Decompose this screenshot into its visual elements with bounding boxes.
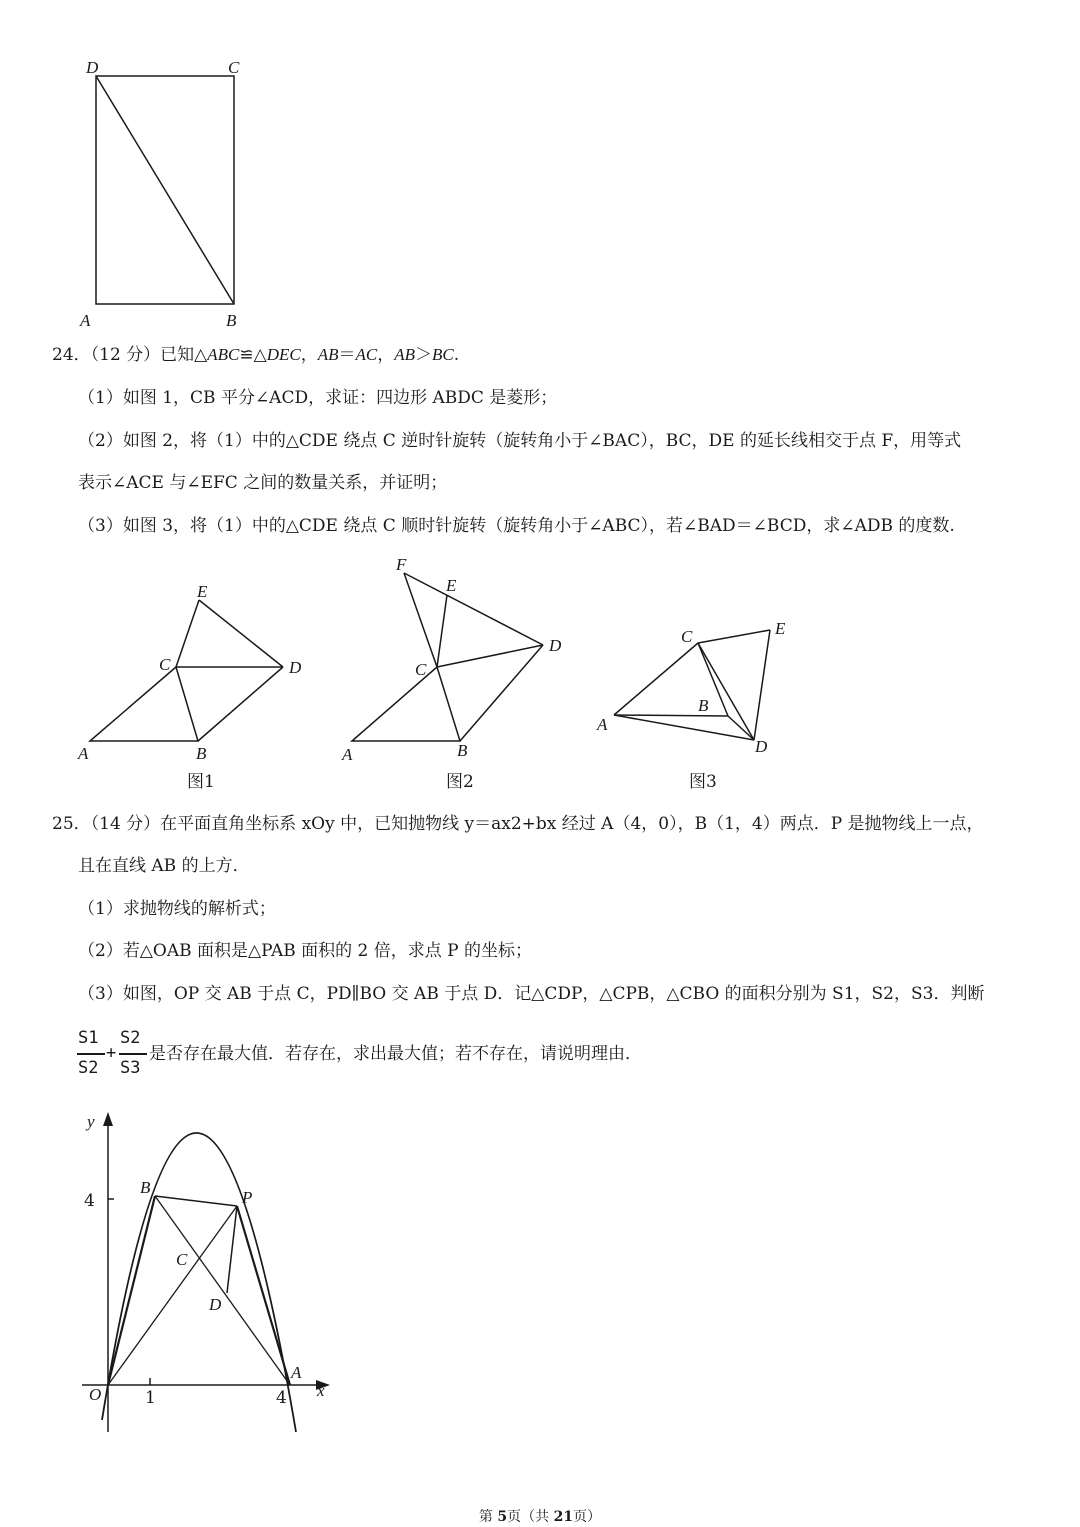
q25-stem-line1: 25．（14 分）在平面直角坐标系 xOy 中，已知抛物线 y＝ax2+bx 经过 A（4，0），B（1，4）两点．P 是抛物线上一点， [52, 814, 984, 834]
fig2-label-A: A [342, 745, 353, 764]
q24-stem-ac: AC [355, 345, 378, 364]
footer-post: 页） [573, 1509, 602, 1525]
fig3-segment-cd [698, 643, 754, 740]
q24-stem-end: . [453, 345, 460, 365]
frac2-bar [119, 1053, 147, 1055]
frac2-numerator: S2 [120, 1028, 141, 1048]
q24-stem-gt: ＞ [414, 345, 432, 365]
footer-page-number: 5 [497, 1509, 508, 1525]
q24-stem-sep2: ， [377, 345, 395, 365]
frac1-numerator: S1 [78, 1028, 99, 1048]
fig1-segment-ce [176, 600, 199, 667]
q24-part3: （3）如图 3，将（1）中的△CDE 绕点 C 顺时针旋转（旋转角小于∠ABC），若∠BAD＝∠BCD，求∠ADB 的度数. [78, 516, 955, 536]
label-D: D [86, 58, 99, 77]
fig3-diagram [614, 630, 770, 740]
fig1-label-D: D [289, 658, 302, 677]
parabola-graph [82, 1112, 330, 1432]
y-axis-arrow [103, 1112, 113, 1126]
graph-label-C: C [176, 1250, 188, 1269]
graph-label-y: y [87, 1112, 95, 1131]
label-A: A [80, 311, 91, 330]
segment-pa [237, 1206, 290, 1385]
frac-plus: + [106, 1043, 117, 1063]
fig2-label-B: B [457, 741, 468, 760]
q24-stem-bc: BC [431, 345, 454, 364]
fig2-label-F: F [396, 555, 407, 574]
fig2-diagram [352, 573, 543, 741]
graph-label-B: B [140, 1178, 151, 1197]
fig2-triangle-abc [352, 667, 460, 741]
label-B: B [226, 311, 237, 330]
fig3-segment-ad [614, 715, 754, 740]
q24-stem-sep1: ， [300, 345, 318, 365]
parabola-curve [102, 1133, 296, 1432]
q24-part2-line1: （2）如图 2，将（1）中的△CDE 绕点 C 逆时针旋转（旋转角小于∠BAC），BC，DE 的延长线相交于点 F，用等式 [78, 431, 962, 451]
q25-part2: （2）若△OAB 面积是△PAB 面积的 2 倍，求点 P 的坐标； [78, 941, 532, 961]
q24-part1: （1）如图 1，CB 平分∠ACD，求证：四边形 ABDC 是菱形； [78, 388, 558, 408]
footer-pre: 第 [478, 1509, 498, 1525]
segment-ba [155, 1196, 290, 1385]
fig3-segment-ab [614, 715, 728, 716]
fig3-segment-ac [614, 643, 698, 715]
q24-part2-line2: 表示∠ACE 与∠EFC 之间的数量关系，并证明； [78, 473, 448, 493]
q25-part1: （1）求抛物线的解析式； [78, 899, 276, 919]
fig2-label-E: E [446, 576, 457, 595]
graph-label-A: A [291, 1363, 302, 1382]
graph-label-D: D [209, 1295, 222, 1314]
footer-mid: 页（共 [507, 1509, 554, 1525]
diagonal-db [96, 76, 234, 304]
fig2-label-C: C [415, 660, 427, 679]
q24-stem-ab1: AB [317, 345, 339, 364]
fig3-label-B: B [698, 696, 709, 715]
q24-stem-cong: ≌△ [239, 345, 267, 365]
q24-stem-abc: ABC [207, 345, 240, 364]
fig1-caption: 图1 [187, 772, 215, 792]
graph-label-x: x [317, 1381, 325, 1400]
graph-tick-label-1x: 1 [145, 1388, 156, 1408]
fig1-label-E: E [197, 582, 208, 601]
graph-tick-label-4x: 4 [276, 1388, 287, 1408]
page-footer [0, 1506, 1080, 1526]
fig1-segment-ed [199, 600, 283, 667]
fig1-segment-bd [198, 667, 283, 741]
q24-stem-prefix: 24．（12 分）已知△ [52, 345, 208, 365]
fig1-label-B: B [196, 744, 207, 763]
fig3-label-C: C [681, 627, 693, 646]
q24-stem-dec: DEC [266, 345, 301, 364]
q24-stem-ab2: AB [394, 345, 415, 364]
segment-bp [155, 1196, 237, 1206]
fig3-label-D: D [755, 737, 768, 756]
fig1-label-C: C [159, 655, 171, 674]
fig1-triangle-abc [90, 667, 198, 741]
rectangle-figure [96, 76, 234, 304]
q25-stem-line2: 且在直线 AB 的上方． [78, 856, 250, 876]
graph-label-O: O [89, 1385, 102, 1404]
fig2-caption: 图2 [446, 772, 474, 792]
footer-total-pages: 21 [553, 1509, 574, 1525]
graph-label-P: P [242, 1188, 253, 1207]
segment-ob [108, 1196, 155, 1385]
q25-part3-tail: 是否存在最大值．若存在，求出最大值；若不存在，请说明理由． [149, 1044, 642, 1064]
fig1-label-A: A [78, 744, 89, 763]
fig2-segment-ce [437, 595, 447, 667]
frac1-denominator: S2 [78, 1058, 99, 1078]
label-C: C [228, 58, 240, 77]
segment-pd [227, 1206, 237, 1293]
fig3-caption: 图3 [689, 772, 717, 792]
fig2-label-D: D [549, 636, 562, 655]
fig1-diagram [90, 600, 283, 741]
graph-tick-label-4y: 4 [84, 1191, 95, 1211]
frac1-bar [77, 1053, 105, 1055]
fig3-label-A: A [597, 715, 608, 734]
q24-stem [52, 343, 459, 367]
frac2-denominator: S3 [120, 1058, 141, 1078]
fig3-label-E: E [775, 619, 786, 638]
fig3-segment-ed [754, 630, 770, 740]
q24-stem-eq: ＝ [338, 345, 356, 365]
q25-part3: （3）如图，OP 交 AB 于点 C，PD∥BO 交 AB 于点 D．记△CDP，△CPB，△CBO 的面积分别为 S1，S2，S3．判断 [78, 984, 985, 1004]
fig3-segment-ce [698, 630, 770, 643]
